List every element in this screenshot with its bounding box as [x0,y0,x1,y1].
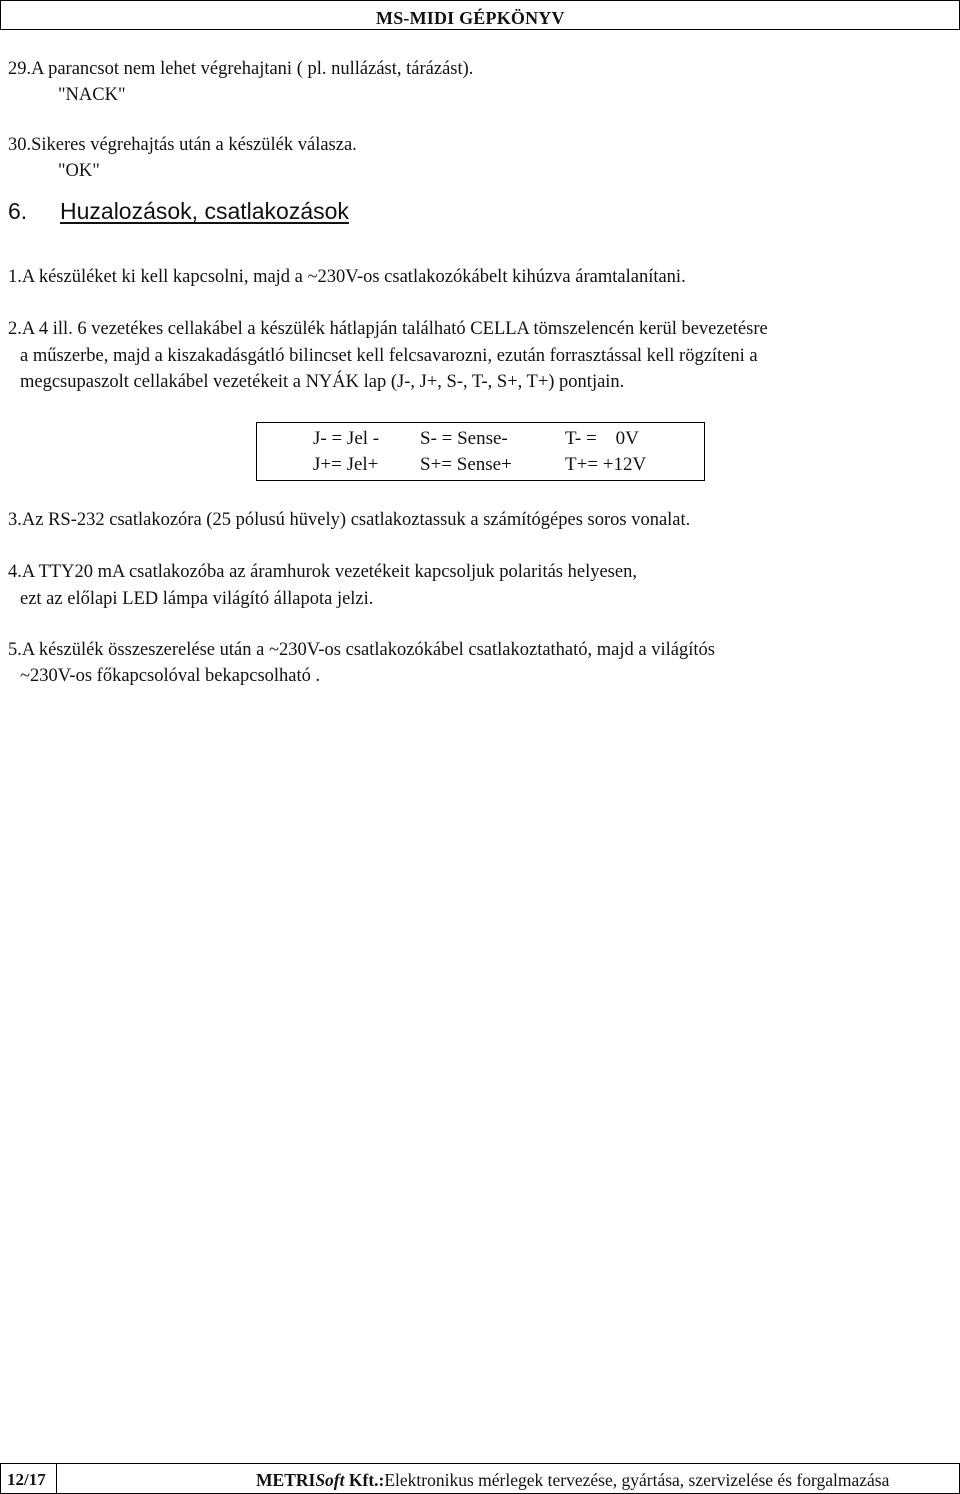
company-name-italic: Soft [315,1470,345,1490]
pin-t-minus: T- = 0V [565,428,639,449]
pin-t-plus: T+= +12V [565,454,647,475]
footer-company [256,1470,889,1491]
step-2-line-1: 2.A 4 ill. 6 vezetékes cellakábel a készülék hátlapján található CELLA tömszelencén kerül bevezetésre [8,319,768,339]
pin-s-minus: S- = Sense- [420,428,508,449]
manual-title: MS-MIDI GÉPKÖNYV [376,8,565,28]
step-3: 3.Az RS-232 csatlakozóra (25 pólusú hüvely) csatlakoztassuk a számítógépes soros vonalat. [8,510,691,530]
company-name-suffix: Kft.: [344,1470,385,1490]
section-title: Huzalozások, csatlakozások [60,198,349,224]
item-30-response: "OK" [58,161,100,181]
step-2-line-3: megcsupaszolt cellakábel vezetékeit a NYÁK lap (J-, J+, S-, T-, S+, T+) pontjain. [20,372,625,392]
page-header [0,0,960,30]
pin-legend-box [256,422,705,481]
step-5-line-2: ~230V-os főkapcsolóval bekapcsolható . [20,666,321,686]
item-29-response: "NACK" [58,85,126,105]
pin-s-plus: S+= Sense+ [420,454,512,475]
step-2-line-2: a műszerbe, majd a kiszakadásgátló bilincset kell felcsavarozni, ezután forrasztással kell rögzíteni a [20,346,758,366]
item-30-text: 30.Sikeres végrehajtás után a készülék válasza. [8,135,357,155]
page-footer [0,1463,960,1494]
section-heading [8,198,349,225]
step-4-line-1: 4.A TTY20 mA csatlakozóba az áramhurok vezetékeit kapcsoljuk polaritás helyesen, [8,562,637,582]
item-29-text: 29.A parancsot nem lehet végrehajtani ( pl. nullázást, tárázást). [8,59,474,79]
step-4-line-2: ezt az előlapi LED lámpa világító állapota jelzi. [20,589,374,609]
step-5-line-1: 5.A készülék összeszerelése után a ~230V-os csatlakozókábel csatlakoztatható, majd a világítós [8,640,715,660]
footer-divider [56,1464,57,1493]
step-1: 1.A készüléket ki kell kapcsolni, majd a ~230V-os csatlakozókábelt kihúzva áramtalanítani. [8,267,686,287]
section-number: 6. [8,198,28,224]
company-description: Elektronikus mérlegek tervezése, gyártása, szervizelése és forgalmazása [384,1470,890,1490]
pin-j-minus: J- = Jel - [313,428,380,449]
company-name-prefix: METRI [256,1470,316,1490]
pin-j-plus: J+= Jel+ [313,454,379,475]
page-number: 12/17 [7,1470,46,1489]
